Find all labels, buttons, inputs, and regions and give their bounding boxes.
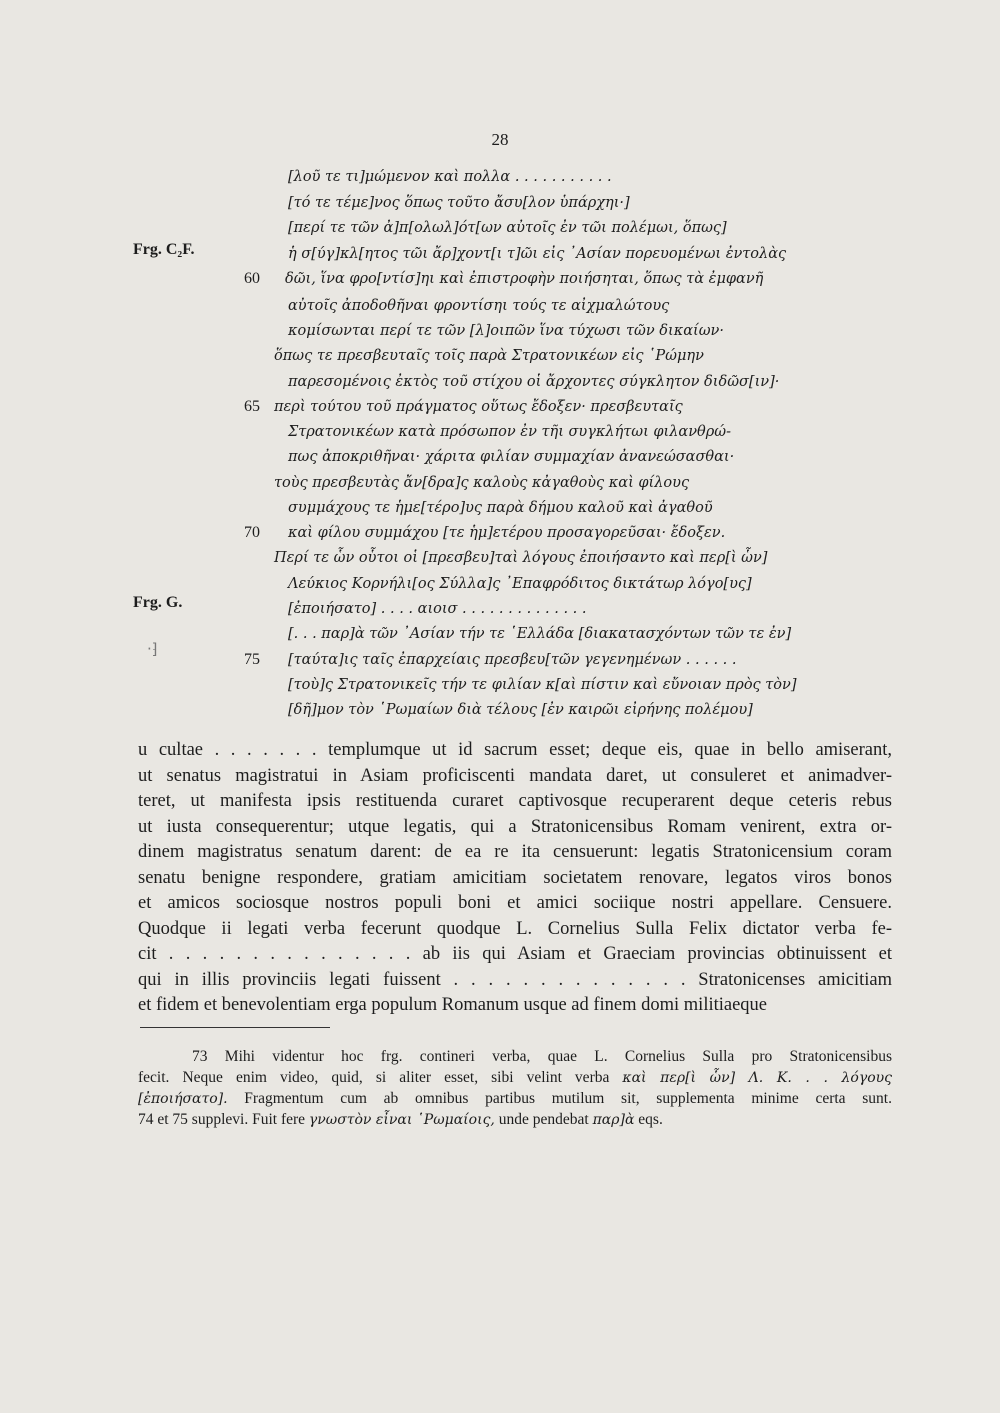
margin-brace-mark: ·⁆ <box>147 640 158 658</box>
footnote-line <box>138 1110 892 1130</box>
footnote-greek: γνωστὸν εἶναι ῾Ρωμαίοις, <box>308 1112 495 1128</box>
greek-line: καὶ φίλου συμμάχου [τε ἡμ]ετέρου προσαγορεῦσαι· ἔδοξεν. <box>288 525 726 541</box>
greek-line: περὶ τούτου τοῦ πράγματος οὕτως ἔδοξεν· πρεσβευταῖς <box>274 399 683 415</box>
greek-line: [τοὺ]ς Στρατονικεῖς τήν τε φιλίαν κ[αὶ πίστιν καὶ εὔνοιαν πρὸς τὸν] <box>288 677 797 693</box>
greek-line: παρεσομένοις ἐκτὸς τοῦ στίχου οἱ ἄρχοντες σύγκλητον διδῶσ[ιν]· <box>288 374 780 390</box>
latin-line: et fidem et benevolentiam erga populum Romanum usque ad finem domi militiaeque <box>138 995 768 1015</box>
fragment-label: Frg. G. <box>133 594 183 611</box>
line-number: 65 <box>244 398 260 415</box>
greek-line: [τό τε τέμε]νος ὅπως τοῦτο ἄσυ[λον ὑπάρχηι·] <box>288 195 630 211</box>
line-number: 60 <box>244 270 260 287</box>
greek-line: [. . . παρ]ὰ τῶν ᾿Ασίαν τήν τε ῾Ελλάδα [διακατασχόντων τῶν τε ἐν] <box>288 626 792 642</box>
latin-line: senatu benigne respondere, gratiam amicitiam societatem renovare, legatos viros bonos <box>138 867 892 888</box>
latin-line: cit . . . . . . . . . . . . . . . ab iis qui Asiam et Graeciam provincias obtinuissent et <box>138 944 892 964</box>
footnote-text: fecit. Neque enim video, quid, si aliter esset, sibi velint verba <box>138 1069 623 1086</box>
greek-line: ὅπως τε πρεσβευταῖς τοῖς παρὰ Στρατονικέων εἰς ῾Ρώμην <box>274 348 704 364</box>
greek-line: κομίσωνται περί τε τῶν [λ]οιπῶν ἵνα τύχωσι τῶν δικαίων· <box>288 323 724 339</box>
greek-line: Στρατονικέων κατὰ πρόσωπον ἐν τῆι συγκλήτωι φιλανθρώ- <box>288 424 732 440</box>
line-number: 75 <box>244 651 260 668</box>
greek-line: [δῆ]μον τὸν ῾Ρωμαίων διὰ τέλους [ἐν καιρῶι εἰρήνης πολέμου] <box>288 702 753 718</box>
footnote-rule <box>140 1027 330 1028</box>
greek-line: [ἐποιήσατο] . . . . αιοισ . . . . . . . . . . . . . . <box>288 601 587 617</box>
footnote-text: Fragmentum cum ab omnibus partibus mutilum sit, supplementa minime certa sunt. <box>227 1090 892 1107</box>
greek-line: [περί τε τῶν ἀ]π[ολωλ]ότ[ων αὐτοῖς ἐν τῶι πολέμωι, ὅπως] <box>288 220 727 236</box>
greek-line: συμμάχους τε ἡμε[τέρο]υς παρὰ δήμου καλοῦ καὶ ἀγαθοῦ <box>288 500 713 516</box>
greek-line: [λοῦ τε τι]μώμενον καὶ πολλα . . . . . . . . . . . <box>288 169 612 185</box>
latin-line: qui in illis provinciis legati fuissent . . . . . . . . . . . . . . Stratonicenses amicitiam <box>138 969 892 990</box>
footnote-greek: καὶ περ[ὶ ὧν] Λ. Κ. . . λόγους <box>622 1070 892 1086</box>
footnote-line <box>138 1068 892 1088</box>
greek-line: [ταύτα]ις ταῖς ἐπαρχείαις πρεσβευ[τῶν γεγενημένων . . . . . . <box>288 652 737 668</box>
greek-line: πως ἀποκριθῆναι· χάριτα φιλίαν συμμαχίαν ἀνανεώσασθαι· <box>288 449 735 465</box>
latin-line: u cultae . . . . . . . templumque ut id sacrum esset; deque eis, quae in bello amiserant, <box>138 740 892 760</box>
footnote-greek: [ἐποιήσατο]. <box>138 1091 228 1107</box>
latin-line: teret, ut manifesta ipsis restituenda curaret captivosque recuperarent deque ceteris rebus <box>138 791 892 811</box>
page-number: 28 <box>491 130 509 149</box>
footnote-line <box>138 1089 892 1109</box>
footnote-text: unde pendebat <box>494 1111 593 1128</box>
footnote-text: eqs. <box>634 1111 663 1128</box>
greek-line: ἡ σ[ύγ]κλ[ητος τῶι ἄρ]χοντ[ι τ]ῶι εἰς ᾿Ασίαν πορευομένωι ἐντολὰς <box>288 246 787 262</box>
fragment-label: Frg. C₂F. <box>133 241 195 258</box>
greek-line: τοὺς πρεσβευτὰς ἄν[δρα]ς καλοὺς κἀγαθοὺς καὶ φίλους <box>274 475 690 491</box>
latin-line: ut senatus magistratui in Asiam proficiscenti mandata daret, ut consuleret et animadver- <box>138 765 892 786</box>
line-number: 70 <box>244 524 260 541</box>
latin-line: Quodque ii legati verba fecerunt quodque L. Cornelius Sulla Felix dictator verba fe- <box>138 918 892 939</box>
greek-line: δῶι, ἵνα φρο[ντίσ]ηι καὶ ἐπιστροφὴν ποιήσηται, ὅπως τὰ ἐμφανῆ <box>285 271 764 287</box>
latin-line: ut iusta consequerentur; utque legatis, qui a Stratonicensibus Romam venirent, extra or- <box>138 816 892 837</box>
greek-line: αὐτοῖς ἀποδοθῆναι φροντίσηι τούς τε αἰχμαλώτους <box>288 298 670 314</box>
latin-line: dinem magistratus senatum darent: de ea re ita censuerunt: legatis Stratonicensium coram <box>138 842 892 862</box>
greek-line: Λεύκιος Κορνήλι[ος Σύλλα]ς ᾿Επαφρόδιτος δικτάτωρ λόγο[υς] <box>288 576 752 592</box>
footnote-text: 74 et 75 supplevi. Fuit fere <box>138 1111 309 1128</box>
footnote-greek: παρ]ὰ <box>592 1112 635 1128</box>
latin-line: et amicos sociosque nostros populi boni et amici sociique nostri appellare. Censuere. <box>138 893 892 913</box>
greek-line: Περί τε ὧν οὗτοι οἱ [πρεσβευ]ταὶ λόγους ἐποιήσαντο καὶ περ[ὶ ὧν] <box>274 550 768 566</box>
footnote-line: 73 Mihi videntur hoc frg. contineri verba, quae L. Cornelius Sulla pro Stratonicensibus <box>192 1048 892 1065</box>
